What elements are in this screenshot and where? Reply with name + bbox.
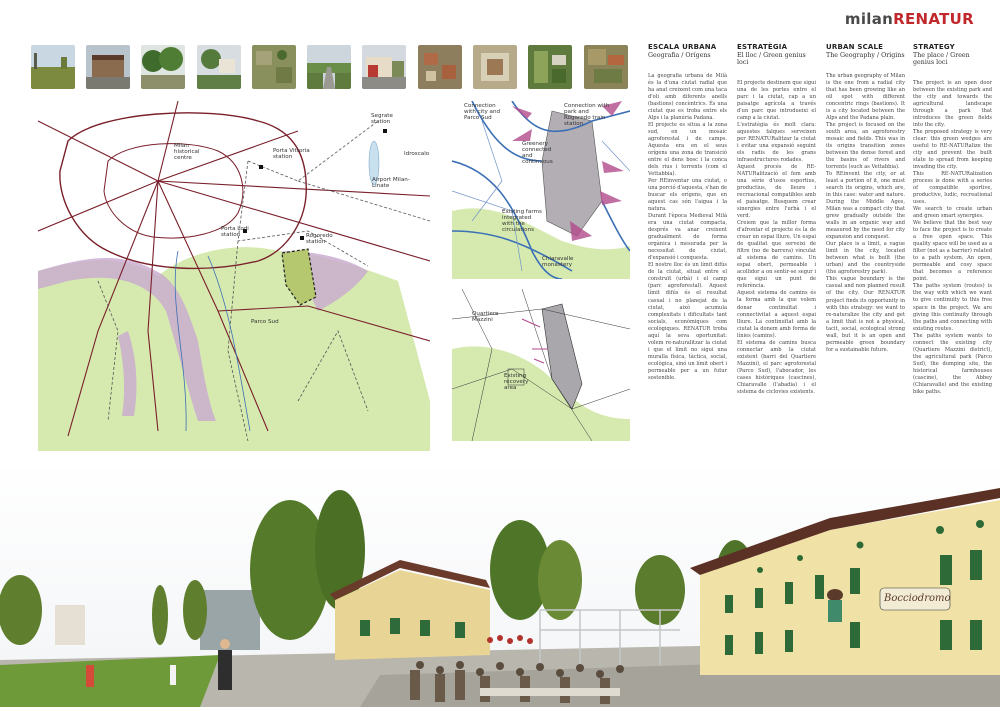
paragraph: Durant l'època Medieval Milà era una ciutat compacta, després va anar creixent gradualment de forma orgànica i mesurada per la necessitat de ciutat, d'expansió i conquesta.: [648, 213, 727, 262]
paragraph: This RE-NATURalization process is done with a series of compatible sportive, productive, ludic, recreational uses.: [913, 171, 992, 206]
column-subtitle: The Geography / Origins: [826, 52, 905, 59]
column-title: URBAN SCALE: [826, 43, 884, 51]
column-estrategia: [737, 43, 816, 396]
label-farms: Existing farms integrated with the circulations: [502, 209, 542, 234]
paragraph: Aquest sistema de camins és la forma amb la que volem donar continuïtat i connectivitat a aquest espai lliure. La continuïtat amb la ciutat la donem amb forma de línies (camins).: [737, 290, 816, 339]
site-map: [452, 289, 630, 441]
strategy-map: [452, 101, 630, 279]
paragraph: Creiem que la millor forma d'afrontar el projecte és la de crear un espai lliure. Un espai de qualitat que serveixi de filtre (no de barrera) vinculat al sistema de camins. Un espai obert, permeable i acollidor a on sentir-se segur i que sigui un punt de referència.: [737, 220, 816, 290]
label-parco-sud: Parco Sud: [251, 319, 279, 325]
column-subtitle: Geografia / Orígens: [648, 52, 711, 59]
paragraph: El projecte destinem que sigui una de les portes entre el parc i la ciutat, cap a un paisatge agrícola a través d'un parc que introdueixi el camp a la ciutat.: [737, 80, 816, 122]
photo-building: [86, 45, 130, 89]
column-title: STRATEGY: [913, 43, 955, 51]
photo-aerial-plaza: [473, 45, 517, 89]
logo-part-milan: milan: [844, 10, 894, 28]
paragraph: The project is an open door between the existing park and the city and towards the agricultural landscape through a park that introduces the green fields into the city.: [913, 80, 992, 129]
paragraph: We believe that the best way to face the project is to create a free open space. This quality space will be used as a filter (not as a barrier) related to a path system. An open, permeable and cosy space that becomes a reference point.: [913, 220, 992, 283]
label-idroscalo: Idroscalo: [404, 151, 430, 157]
label-segrate: Segrate station: [371, 113, 393, 126]
paragraph: This vague boundary is the casual and non planned result of the city. Our RENATUR project finds its opportunity in with this strategy: we want to re-naturalize the city and get a limit that is not a physical, tacit, social, ecological strong wall, but it is an open and permeable green boundary for a sustainable future.: [826, 276, 905, 353]
label-conn-station: Connection with park and Rogoredo train station: [564, 103, 610, 128]
paragraph: The paths system (routes) is the way with which we want to give continuity to this free space in the project. We are giving this continuity through the paths and connecting with existing routes.: [913, 283, 992, 332]
paragraph: The proposed strategy is very clear: this green wedges are useful to RE-NATURalize the city and prevent the built state to spread from keeping invading the city.: [913, 129, 992, 171]
paragraph: El nostre lloc és un límit difús de la ciutat, situat entre el construït (urbà) i el camp (parc agroforestal). Aquest límit difús és el resultat casual i no planejat de la ciutat, això acumula complexitats i dificultats tant socials, econòmiques com ecològiques. RENATUR troba aquí la seva oportunitat: volem re-naturalitzar la ciutat i que el límit no sigui una muralla física, tàctica, social, ecològica, sinó un límit obert i permeable per a un futur sostenible.: [648, 262, 727, 381]
main-map: [38, 101, 430, 451]
label-conn-city: Connection with city and Parco Sud: [464, 103, 501, 122]
paragraph: To REinvent the city, or at least a portion of it, one must search its origins, which are, in this case: water and nature.: [826, 171, 905, 199]
photo-road: [307, 45, 351, 89]
paragraph: The project is focused on the south area, an agroforestry mosaic and fields. This was in its origins transition zones between the dense forest and the basins of rivers and torrents (such as Vettabbia).: [826, 122, 905, 171]
photo-aerial-green: [528, 45, 572, 89]
paragraph: Per REinventar una ciutat, o una porció d'aquesta, s'han de buscar els orígens, que en aquest cas són l'aigua i la natura.: [648, 178, 727, 213]
column-title: ESTRATÈGIA: [737, 43, 788, 51]
photo-strip: [31, 45, 631, 90]
project-render: [0, 460, 1000, 707]
paragraph: El sistema de camins busca connectar amb la ciutat existent (barri del Quartiere Mazzini), el parc agroforestal (Parco Sud), l'abocador, les cases històriques (cascines), Chiaravalle (l'abadia) i el sistema de ciclovies existents.: [737, 339, 816, 395]
paragraph: L'estratègia és molt clara: aquestes falques serveixen per RENATURalitzar la ciutat i evitar una expansió seguint els radis de les grans infraestructures rodades.: [737, 122, 816, 164]
photo-aerial-farm: [584, 45, 628, 89]
photo-aerial-fields: [252, 45, 296, 89]
paragraph: The paths system wants to connect the existing city (Quartiere Mazzini district), the agricultural park (Parco Sud), the dumping site, the historical farmhouses (cascine), the Abbey (Chiaravalle) and the existing bike paths.: [913, 332, 992, 395]
paragraph: La geografia urbana de Milà és la d'una ciutat radial que ha anat creixent com una taca d'oli amb diferents anells (bastions) concèntrics. És una ciutat que es troba entre els Alps i la planúria Padana.: [648, 73, 727, 122]
column-subtitle: The place / Green genius loci: [913, 52, 970, 66]
paragraph: We search to create urban and green smart synergies.: [913, 206, 992, 220]
column-subtitle: El lloc / Green genius loci: [737, 52, 806, 66]
paragraph: El projecte es situa a la zona sud, en un mosaic agroforestal i de camps. Aquesta era en el seus orígens una zona de transició entre el dens bosc i la conca dels rius i torrents (com el Vettabbia).: [648, 122, 727, 178]
paragraph: During the Middle Ages, Milan was a compact city that grew gradually outside the walls in an organic way and measured by the need for city expansion and conquest.: [826, 199, 905, 241]
paragraph: Aquest procés de RE-NATURalització el fem amb una sèrie d'usos esportius, productius, de lleure i recreacional compatibles amb el paisatge. Busquem crear sinergies entre l'urbà i el verd.: [737, 164, 816, 220]
label-rogoredo: Rogoredo station: [306, 233, 333, 246]
column-escala-urbana: [648, 43, 727, 382]
bocciodromo-sign: Bocciodromo: [884, 593, 951, 604]
label-mazzini: Quartiere Mazzini: [472, 311, 499, 324]
photo-pond: [197, 45, 241, 89]
label-airport: Airport Milan-Linate: [372, 177, 410, 190]
column-strategy: [913, 43, 992, 396]
label-lodi: Porta Lodi station: [221, 226, 249, 239]
project-logo: [845, 10, 974, 28]
label-vittoria: Porta Vittoria station: [273, 148, 310, 161]
photo-field: [31, 45, 75, 89]
paragraph: The urban geography of Milan is the one from a radial city that has been growing like an oil spot with different concentric rings (bastions). It is a city located between the Alps and the Padana plain.: [826, 73, 905, 122]
photo-trees: [141, 45, 185, 89]
label-abbey: Chiaravalle monastery: [542, 256, 574, 269]
paragraph: Our place is a limit, a vague limit in the city, located between what is built (the urban) and the countryside (the agroforestry park).: [826, 241, 905, 276]
label-recovery: Existing recovery area: [504, 373, 529, 392]
photo-aerial-roofs: [418, 45, 462, 89]
logo-part-renatur: RENATUR: [893, 10, 974, 28]
photo-street-house: [362, 45, 406, 89]
column-title: ESCALA URBANA: [648, 43, 717, 51]
column-urban-scale: [826, 43, 905, 354]
label-centre: Milan historical centre: [174, 143, 200, 162]
label-greenery: Greenery connected and continuous: [522, 141, 553, 166]
